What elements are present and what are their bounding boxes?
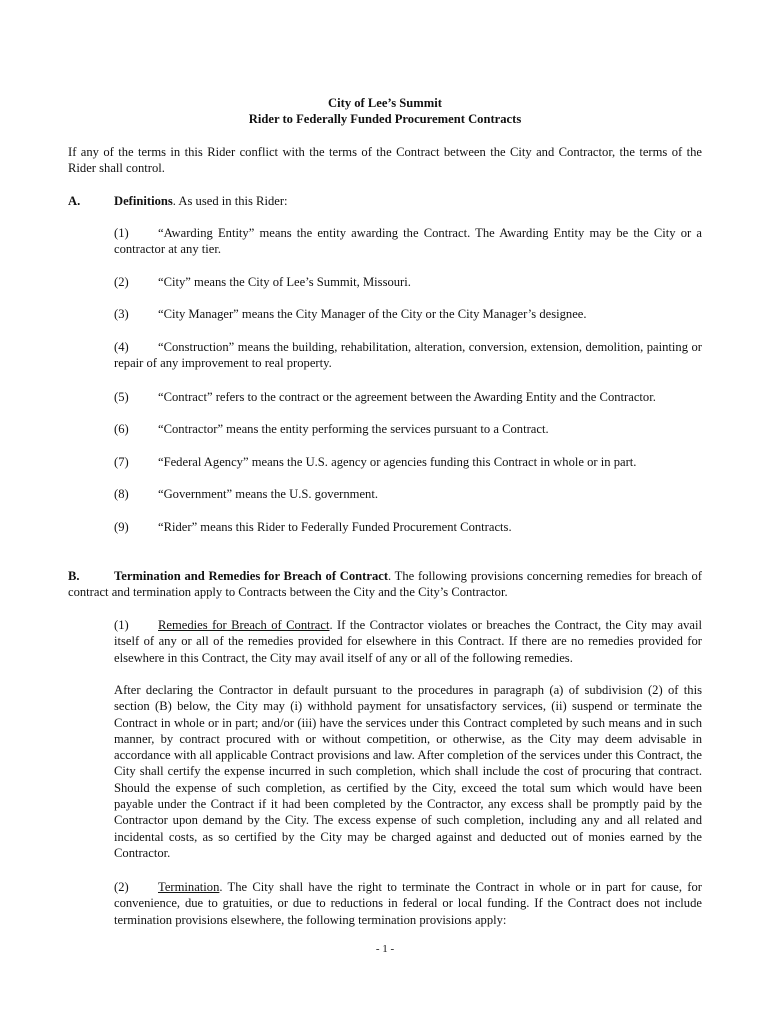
definition-number: (9)	[114, 520, 129, 534]
termination-text: . The City shall have the right to terminate the Contract in whole or in part for cause, for convenience, due to gratuities, or due to reductions in federal or local funding. If the Contract does not include termination provisions elsewhere, the following termination provisions apply:	[114, 880, 702, 927]
definition-text: “Contract” refers to the contract or the agreement between the Awarding Entity and the Contractor.	[158, 390, 656, 404]
termination-number: (2)	[114, 880, 129, 894]
definition-item-7	[114, 454, 702, 470]
section-a-heading	[68, 193, 702, 209]
document-title-rider: Rider to Federally Funded Procurement Contracts	[248, 112, 522, 126]
definition-item-8	[114, 486, 702, 502]
section-a-title: Definitions	[114, 194, 173, 208]
definition-item-1	[114, 225, 702, 258]
page-number: - 1 -	[375, 943, 395, 955]
definition-item-2	[114, 274, 702, 290]
remedies-number: (1)	[114, 618, 129, 632]
termination-item	[114, 879, 702, 928]
definition-number: (4)	[114, 340, 129, 354]
definition-text: “Awarding Entity” means the entity awarding the Contract. The Awarding Entity may be the City or a contractor at any tier.	[114, 226, 702, 257]
section-b-heading	[68, 568, 702, 601]
default-paragraph: After declaring the Contractor in default pursuant to the procedures in paragraph (a) of subdivision (2) of this section (B) below, the City may (i) withhold payment for unsatisfactory services, (ii) suspend or terminate the Contract in whole or in part; and/or (iii) have the services under this Contract completed by such means and in such manner, by contract procured with or without competition, or otherwise, as the City may deem advisable in accordance with all applicable Contract provisions and law. After completion of the services under this Contract, the City shall certify the expense incurred in such completion, which shall include the cost of procuring that contract. Should the expense of such completion, as certified by the City, exceed the total sum which would have been payable under the Contract if it had been completed by the Contractor, any excess shall be promptly paid by the Contractor upon demand by the City. The excess expense of such completion, including any and all related and incidental costs, as so certified by the City may be charged against and deducted out of monies earned by the Contractor.	[114, 683, 702, 860]
definition-text: “Rider” means this Rider to Federally Funded Procurement Contracts.	[158, 520, 512, 534]
definition-number: (7)	[114, 455, 129, 469]
section-b-title: Termination and Remedies for Breach of Contract	[114, 569, 389, 583]
section-a-letter: A.	[68, 194, 81, 208]
section-a-title-rest: . As used in this Rider:	[172, 194, 288, 208]
remedies-item	[114, 617, 702, 666]
definition-text: “City Manager” means the City Manager of the City or the City Manager’s designee.	[158, 307, 587, 321]
definition-item-6	[114, 421, 702, 437]
definition-item-3	[114, 306, 702, 322]
definition-number: (5)	[114, 390, 129, 404]
definition-number: (1)	[114, 226, 129, 240]
definition-item-5	[114, 389, 714, 405]
definition-number: (2)	[114, 275, 129, 289]
remedies-title: Remedies for Breach of Contract	[158, 618, 330, 632]
termination-title: Termination	[158, 880, 220, 894]
definition-number: (8)	[114, 487, 129, 501]
definition-item-4	[114, 339, 702, 372]
intro-paragraph: If any of the terms in this Rider conflict with the terms of the Contract between the City and Contractor, the terms of the Rider shall control.	[68, 145, 702, 176]
definition-number: (3)	[114, 307, 129, 321]
definition-text: “Government” means the U.S. government.	[158, 487, 378, 501]
document-title-city: City of Lee’s Summit	[328, 96, 442, 110]
definition-text: “Construction” means the building, rehabilitation, alteration, conversion, extension, demolition, painting or repair of any improvement to real property.	[114, 340, 702, 371]
remedies-text: . If the Contractor violates or breaches the Contract, the City may avail itself of any or all of the remedies provided for elsewhere in this Contract. If there are no remedies provided for elsewhere in this Contract, the City may avail itself of any or all of the following remedies.	[114, 618, 702, 665]
definition-item-9	[114, 519, 702, 535]
definition-text: “Federal Agency” means the U.S. agency or agencies funding this Contract in whole or in part.	[158, 455, 637, 469]
definition-text: “Contractor” means the entity performing the services pursuant to a Contract.	[158, 422, 549, 436]
section-b-title-rest: . The following provisions concerning remedies for breach of contract and termination apply to Contracts between the City and the City’s Contractor.	[68, 569, 702, 600]
definition-text: “City” means the City of Lee’s Summit, Missouri.	[158, 275, 411, 289]
section-b-letter: B.	[68, 569, 80, 583]
definition-number: (6)	[114, 422, 129, 436]
